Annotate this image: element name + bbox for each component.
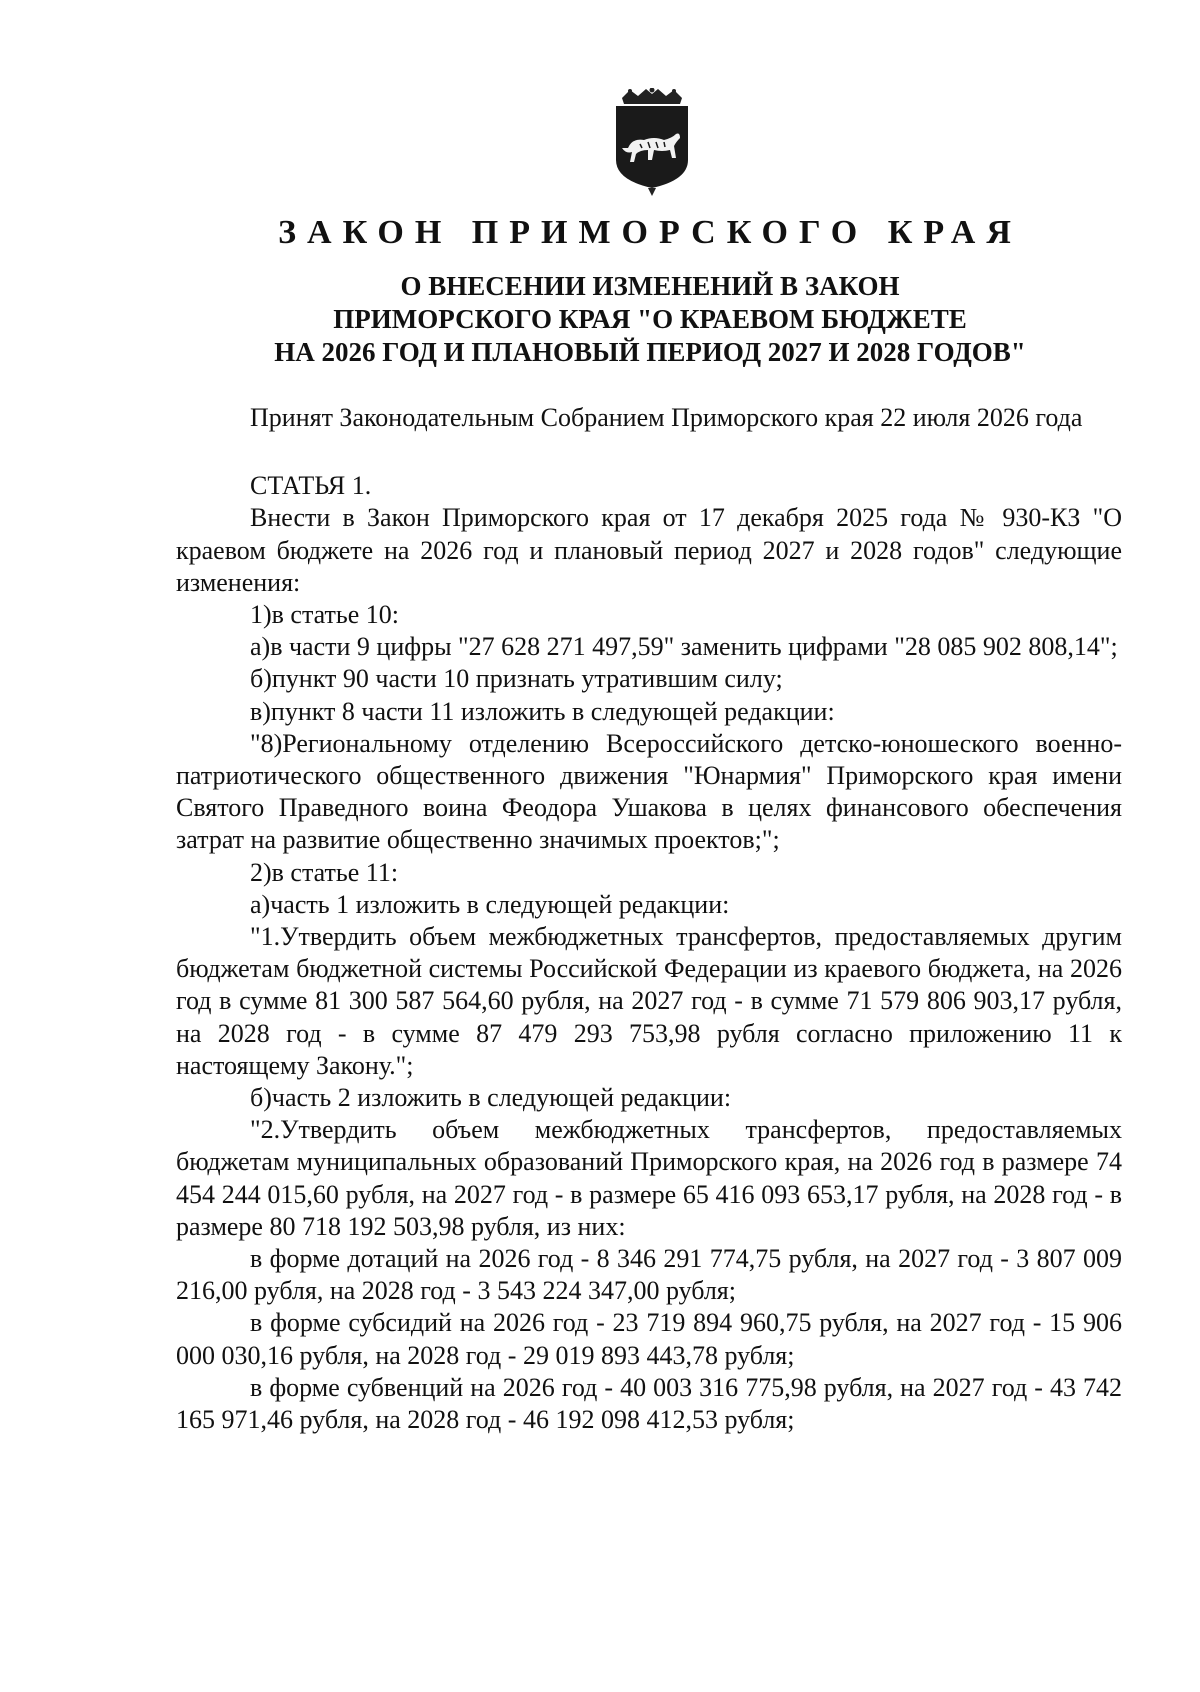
paragraph: 2)в статье 11: — [250, 857, 399, 887]
subtitle-line: ПРИМОРСКОГО КРАЯ "О КРАЕВОМ БЮДЖЕТЕ — [333, 304, 967, 334]
paragraph: 1)в статье 10: — [250, 600, 400, 630]
document-body — [176, 402, 1122, 1436]
law-title: ЗАКОН ПРИМОРСКОГО КРАЯ — [278, 214, 1022, 251]
paragraph: в)пункт 8 части 11 изложить в следующей редакции: — [250, 696, 835, 726]
paragraph: б)пункт 90 части 10 признать утратившим силу; — [250, 664, 783, 694]
subtitle-line: НА 2026 ГОД И ПЛАНОВЫЙ ПЕРИОД 2027 И 2028 ГОДОВ" — [274, 337, 1026, 367]
paragraph: "2.Утвердить объем межбюджетных трансфертов, предоставляемых бюджетам муниципальных образований Приморского края, на 2026 год в размере 74 454 244 015,60 рубля, на 2027 год - в размере 65 416 093 653,17 рубля, на 2028 год - в размере 80 718 192 503,98 рубля, из них: — [176, 1115, 1122, 1241]
paragraph: "8)Региональному отделению Всероссийского детско-юношеского военно-патриотического общественного движения "Юнармия" Приморского края имени Святого Праведного воина Феодора Ушакова в целях финансового обеспечения затрат на развитие общественно значимых проектов;"; — [176, 728, 1122, 855]
law-subtitle — [0, 270, 1200, 369]
paragraph: в форме субсидий на 2026 год - 23 719 894 960,75 рубля, на 2027 год - 15 906 000 030,16 рубля, на 2028 год - 29 019 893 443,78 рубля; — [176, 1308, 1122, 1370]
coat-of-arms-icon — [610, 88, 694, 198]
subtitle-line: О ВНЕСЕНИИ ИЗМЕНЕНИЙ В ЗАКОН — [400, 271, 900, 301]
paragraph: а)в части 9 цифры "27 628 271 497,59" заменить цифрами "28 085 902 808,14"; — [250, 632, 1118, 662]
adoption-note: Принят Законодательным Собранием Приморского края 22 июля 2026 года — [250, 403, 1083, 432]
paragraph: "1.Утвердить объем межбюджетных трансфертов, предоставляемых другим бюджетам бюджетной системы Российской Федерации из краевого бюджета, на 2026 год в сумме 81 300 587 564,60 рубля, на 2027 год - в сумме 71 579 806 903,17 рубля, на 2028 год - в сумме 87 479 293 753,98 рубля согласно приложению 11 к настоящему Закону."; — [176, 922, 1122, 1080]
paragraph: в форме дотаций на 2026 год - 8 346 291 774,75 рубля, на 2027 год - 3 807 009 216,00 рубля, на 2028 год - 3 543 224 347,00 рубля; — [176, 1244, 1122, 1306]
paragraph: б)часть 2 изложить в следующей редакции: — [250, 1083, 732, 1113]
article-heading: СТАТЬЯ 1. — [250, 471, 372, 501]
paragraph: в форме субвенций на 2026 год - 40 003 316 775,98 рубля, на 2027 год - 43 742 165 971,46 рубля, на 2028 год - 46 192 098 412,53 рубля; — [176, 1372, 1122, 1435]
paragraph: а)часть 1 изложить в следующей редакции: — [250, 889, 730, 919]
paragraph: Внести в Закон Приморского края от 17 декабря 2025 года № 930-КЗ "О краевом бюджете на 2026 год и плановый период 2027 и 2028 годов" следующие изменения: — [176, 503, 1122, 597]
